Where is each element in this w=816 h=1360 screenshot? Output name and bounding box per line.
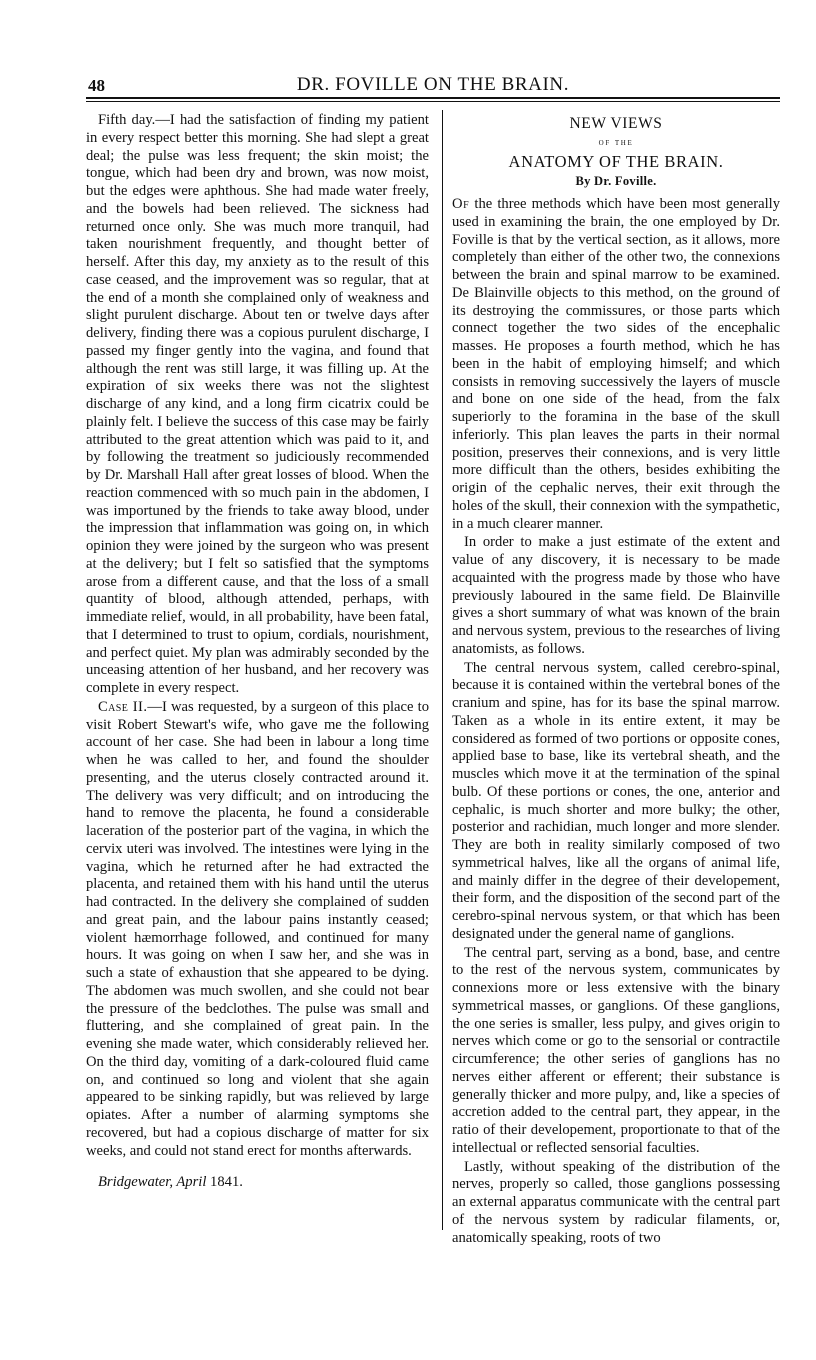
header-rule-thick	[86, 97, 780, 99]
intro-dropcap: Of	[452, 196, 470, 212]
article-byline: By Dr. Foville.	[575, 174, 657, 189]
case2-label: Case II.	[98, 698, 148, 715]
page-number: 48	[88, 76, 105, 95]
body-paragraph: The central part, serving as a bond, base, and centre to the rest of the nervous system, communicates by connexions more or less extensive with the binary symmetrical masses, or ganglions. Of these ganglions, the one series is smaller, less pulpy, and gives origin to nerves which come or go to the sensorial or contractile circumference; the other series of ganglions has no nerves either afferent or efferent; their substance is generally thicker and more pulpy, and, like a species of accretion added to the central part, they appear, in the ratio of their developement, proportionate to that of the intellectual or reflected sensorial faculties.	[452, 944, 780, 1156]
body-paragraph: The central nervous system, called cerebro-spinal, because it is contained within the vertebral bones of the cranium and spine, has for its base the spinal marrow. Taken as a whole in its entire extent, it may be considered as formed of two portions or opposite cones, applied base to base, like its vertebral sheath, and the muscles which move it at the termination of the spinal bulb. Of these portions or cones, the one, anterior and cephalic, is much shorter and more bulky; the other, posterior and rachidian, much longer and more slender. They are both in reality similarly composed of two symmetrical halves, like all the organs of animal life, and mainly differ in the degree of their developement, their form, and the disposition of the second part of the cerebro-spinal nervous system, or that which has been designated under the general name of ganglions.	[452, 659, 780, 942]
case1-paragraph: Fifth day.—I had the satisfaction of finding my patient in every respect better this morning. She had slept a great deal; the pulse was less frequent; the skin moist; the tongue, which had been dry and brown, was now moist, but the edges were aphthous. She had made water freely, and the bowels had been relieved. The sickness had returned once only. She was much more tranquil, had taken nourishment frequently, and thought better of herself. After this day, my anxiety as to the result of this case ceased, and the improvement was so regular, that at the end of a month she complained only of weakness and slight purulent discharge. About ten or twelve days after delivery, finding there was a copious purulent discharge, I passed my finger gently into the vagina, and found that although the rent was still large, it was filling up. At the expiration of six weeks there was not the slightest discharge of any kind, and a long firm cicatrix could be plainly felt. I believe the success of this case may be fairly attributed to the great attention which was paid to it, and by following the treatment so judiciously recommended by Dr. Marshall Hall after great losses of blood. When the reaction commenced with so much pain in the abdomen, I was importuned by the friends to take away blood, under the impression that inflammation was going on, in which opinion they were joined by the surgeon who was present at the delivery; but I felt so satisfied that the symptoms arose from a different cause, and that the loss of a small quantity of blood, although attended, perhaps, with immediate relief, would, in all probability, have been fatal, that I determined to trust to opium, cordials, nourishment, and perfect quiet. My plan was admirably seconded by the unceasing attention of her husband, and her recovery was complete in every respect.	[86, 112, 429, 696]
article-title-of: of the	[598, 136, 634, 148]
column-divider	[442, 110, 443, 1230]
running-head: DR. FOVILLE ON THE BRAIN.	[296, 74, 570, 95]
intro-paragraph	[452, 196, 780, 533]
body-paragraph: Lastly, without speaking of the distribution of the nerves, properly so called, those ganglions possessing an external apparatus communicate with the central part of the nervous system by radicular filaments, or, anatomically speaking, roots of two	[452, 1158, 780, 1246]
left-column	[86, 112, 429, 1192]
case2-text: —I was requested, by a surgeon of this place to visit Robert Stewart's wife, who gave me the following account of her case. She had been in labour a long time when he was called to her, and found the shoulder presenting, and the uterus closely contracted around it. The delivery was very difficult; and on introducing the hand to remove the placenta, he found a considerable laceration of the posterior part of the vagina, in which the cervix uteri was involved. The intestines were lying in the vagina, which he returned after he had extracted the placenta, and retained them with his hand until the uterus had contracted. In the delivery she complained of sudden and great pain, and the labour pains instantly ceased; violent hæmorrhage followed, and continued for many hours. It was going on when I saw her, and she was in such a state of exhaustion that she appeared to be dying. The abdomen was much swollen, and she could not bear the pressure of the bedclothes. The pulse was small and fluttering, and she complained of great pain. In the evening she made water, which considerably relieved her. On the third day, vomiting of a dark-coloured fluid came on, and continued so long and violent that she again appeared to be sinking rapidly, but was relieved by large opiates. After a number of alarming symptoms she recovered, but had a copious discharge of matter for six weeks, and could not stand erect for months afterwards.	[86, 698, 429, 1159]
right-column	[452, 112, 780, 1247]
signoff	[86, 1174, 429, 1192]
body-paragraph: In order to make a just estimate of the extent and value of any discovery, it is necessary to be made acquainted with the progress made by those who have previously laboured in the same field. De Blainville gives a short summary of what was known of the brain and nervous system, previous to the researches of living anatomists, as follows.	[452, 534, 780, 657]
intro-text: the three methods which have been most generally used in examining the brain, the one employed by Dr. Foville is that by the vertical section, as it allows, more completely than either of the other two, the connexions between the brain and spinal marrow to be examined. De Blainville objects to this method, on the ground of its destroying the commissures, or those parts which connect together the two sides of the encephalic masses. He proposes a fourth method, which he has been in the habit of employing himself; and which consists in removing successively the layers of muscle and bone on one side of the head, from the falx superiorly to the foramina in the base of the skull inferiorly. This plan leaves the parts in their normal position, preserves their connexions, and is very little more difficult than the others, besides exhibiting the origin of the cephalic nerves, their exit through the holes of the skull, their connexion with the sympathetic, in a much clearer manner.	[452, 196, 780, 532]
header-rule-thin	[86, 101, 780, 102]
case2-paragraph	[86, 699, 429, 1161]
signoff-place: Bridgewater, April	[98, 1174, 207, 1191]
signoff-year: 1841.	[210, 1174, 243, 1191]
page-header	[86, 74, 780, 98]
article-title: NEW VIEWS	[569, 115, 663, 132]
article-subtitle: ANATOMY OF THE BRAIN.	[508, 151, 724, 171]
